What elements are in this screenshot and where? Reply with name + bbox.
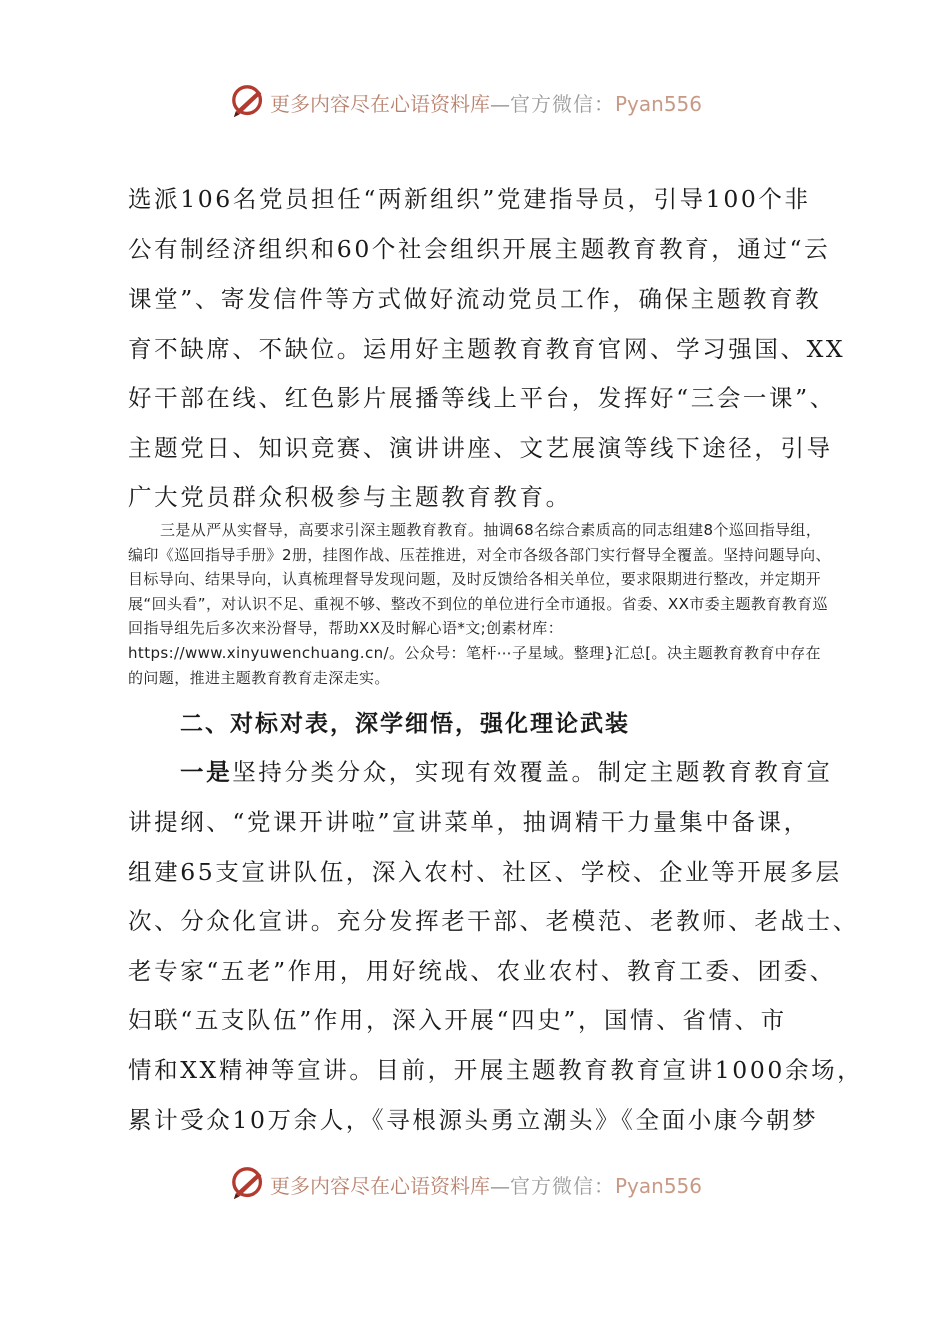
- text-line: 广大党员群众积极参与主题教育教育。: [128, 483, 572, 511]
- watermark-wechat-label: 官方微信：: [510, 91, 615, 116]
- text-line: 累计受众10万余人，《寻根源头勇立潮头》《全面小康今朝梦: [128, 1106, 819, 1134]
- text-line: [180, 756, 833, 788]
- text-line: 育不缺席、不缺位。运用好主题教育教育官网、学习强国、XX: [128, 335, 846, 363]
- watermark-wechat-label: 官方微信：: [510, 1173, 615, 1198]
- watermark-wechat-id: Pyan556: [615, 1173, 703, 1198]
- pen-logo-icon: [230, 1165, 268, 1203]
- text-line: 妇联“五支队伍”作用，深入开展“四史”，国情、省情、市: [128, 1006, 787, 1034]
- watermark-text: [270, 1170, 702, 1199]
- watermark-text: [270, 88, 702, 117]
- text-line: 课堂”、寄发信件等方式做好流动党员工作，确保主题教育教: [128, 285, 822, 313]
- text-line: 老专家“五老”作用，用好统战、农业农村、教育工委、团委、: [128, 957, 836, 985]
- text-line: 公有制经济组织和60个社会组织开展主题教育教育，通过“云: [128, 235, 831, 263]
- text-line: 主题党日、知识竞赛、演讲讲座、文艺展演等线下途径，引导: [128, 434, 833, 462]
- paragraph-2-small: 三是从严从实督导，高要求引深主题教育教育。抽调68名综合素质高的同志组建8个巡回指导组，编印《巡回指导手册》2册，挂图作战、压茬推进，对全市各级各部门实行督导全覆盖。坚持问题导向、目标导向、结果导向，认真梳理督导发现问题，及时反馈给各相关单位，要求限期进行整改，并定期开展“回头看”，对认识不足、重视不够、整改不到位的单位进行全市通报。省委、XX市委主题教育教育巡回指导组先后多次来汾督导，帮助XX及时解心语*文;创素材库：https://www.xinyuwenchuang.cn/。公众号：笔杆⋯子星域。整理}汇总[。决主题教育教育中存在的问题，推进主题教育教育走深走实。: [128, 521, 831, 687]
- text-line: 情和XX精神等宣讲。目前，开展主题教育教育宣讲1000余场，: [128, 1056, 864, 1084]
- watermark-main-text: 更多内容尽在心语资料库: [270, 91, 490, 116]
- section-heading: 二、对标对表，深学细悟，强化理论武装: [180, 711, 630, 737]
- watermark-wechat-id: Pyan556: [615, 91, 703, 116]
- text-line: 次、分众化宣讲。充分发挥老干部、老模范、老教师、老战士、: [128, 907, 859, 935]
- text-line: 好干部在线、红色影片展播等线上平台，发挥好“三会一课”、: [128, 384, 836, 412]
- watermark-main-text: 更多内容尽在心语资料库: [270, 1173, 490, 1198]
- text-line: 组建65支宣讲队伍，深入农村、社区、学校、企业等开展多层: [128, 858, 842, 886]
- lead-phrase: 一是: [180, 758, 233, 786]
- footer-watermark-banner: [230, 1164, 750, 1204]
- text-line: 讲提纲、“党课开讲啦”宣讲菜单，抽调精干力量集中备课，: [128, 808, 810, 836]
- text-line: 选派106名党员担任“两新组织”党建指导员，引导100个非: [128, 185, 811, 213]
- text-line-rest: 坚持分类分众，实现有效覆盖。制定主题教育教育宣: [232, 758, 833, 786]
- watermark-dash: —: [490, 91, 510, 116]
- watermark-dash: —: [490, 1173, 510, 1198]
- header-watermark-banner: [230, 82, 750, 122]
- pen-logo-icon: [230, 83, 268, 121]
